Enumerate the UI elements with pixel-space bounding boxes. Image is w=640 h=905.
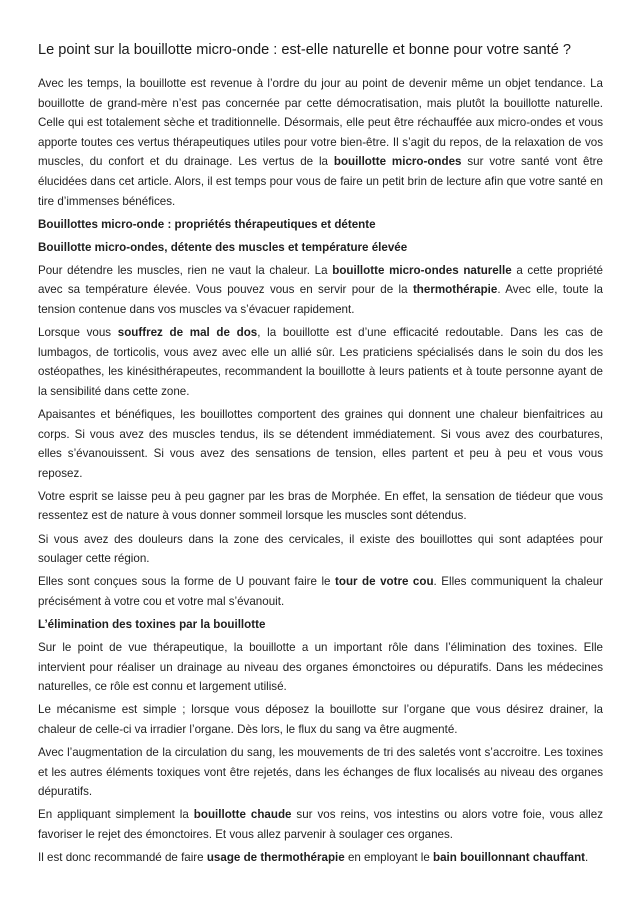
text-run: Elles sont conçues sous la forme de U pouvant faire le bbox=[38, 575, 335, 589]
text-run: a cette propriété avec sa température élevée. Vous pouvez vous en servir pour de la bbox=[38, 263, 604, 297]
bold-text-run: bouillotte micro-ondes naturelle bbox=[332, 263, 512, 277]
text-run: sur votre santé vont être élucidées dans cet article. Alors, il est temps pour vous de faire un petit brin de lecture afin que votre santé en tire d’immenses bénéfices. bbox=[38, 155, 603, 208]
text-run: . Elles communiquent la chaleur précisément à votre cou et votre mal s’évanouit. bbox=[38, 575, 603, 608]
text-run: Votre esprit se laisse peu à peu gagner par les bras de Morphée. En effet, la sensation de tiédeur que vous ressentez est de nature à vous donner sommeil lorsque les muscles sont détendus. bbox=[38, 489, 603, 523]
paragraph bbox=[38, 638, 603, 697]
bold-text-run: Bouillottes micro-onde : propriétés thérapeutiques et détente bbox=[38, 217, 376, 231]
text-run: Avec l’augmentation de la circulation du sang, les mouvements de tri des saletés vont s’accroitre. Les toxines et les autres éléments toxiques vont être rejetés, dans les échanges de flux localisés au niveau des organes dépuratifs. bbox=[38, 746, 603, 799]
bold-text-run: bain bouillonnant chauffant bbox=[433, 850, 586, 864]
bold-text-run: Bouillotte micro-ondes, détente des muscles et température élevée bbox=[38, 240, 408, 254]
text-run: en employant le bbox=[344, 850, 434, 864]
text-run: . Avec elle, toute la tension contenue dans vos muscles va s’évacuer rapidement. bbox=[38, 283, 603, 317]
document-body bbox=[38, 74, 603, 868]
paragraph bbox=[38, 261, 603, 320]
text-run: Lorsque vous bbox=[38, 326, 118, 340]
paragraph bbox=[38, 805, 603, 844]
text-run: En appliquant simplement la bbox=[38, 808, 194, 822]
text-run: Sur le point de vue thérapeutique, la bouillotte a un important rôle dans l’élimination des toxines. Elle intervient pour réaliser un drainage au niveau des organes émonctoires ou dépuratifs. Dans les médecines naturelles, ce rôle est connu et largement utilisé. bbox=[38, 641, 603, 694]
paragraph bbox=[38, 74, 603, 211]
section-heading bbox=[38, 215, 603, 235]
paragraph bbox=[38, 405, 603, 483]
text-run: sur vos reins, vos intestins ou alors votre foie, vous allez favoriser le rejet des émonctoires. Et vous allez parvenir à soulager ces organes. bbox=[38, 808, 603, 841]
paragraph bbox=[38, 487, 603, 526]
text-run: Pour détendre les muscles, rien ne vaut la chaleur. La bbox=[38, 263, 333, 277]
bold-text-run: souffrez de mal de dos bbox=[117, 326, 258, 340]
text-run: . bbox=[585, 850, 589, 864]
text-run: Apaisantes et bénéfiques, les bouillottes comportent des graines qui donnent une chaleur bienfaitrices au corps. Si vous avez des muscles tendus, ils se détendent immédiatement. Si vous avez des courbatures, elles s’évanouissent. Si vous avez des sensations de tension, elles partent et peu à peu et vous vous reposez. bbox=[38, 408, 603, 480]
bold-text-run: thermothérapie bbox=[412, 283, 498, 297]
section-heading bbox=[38, 615, 603, 635]
paragraph bbox=[38, 530, 603, 569]
bold-text-run: bouillotte micro-ondes bbox=[333, 155, 462, 169]
bold-text-run: usage de thermothérapie bbox=[206, 850, 345, 864]
section-heading bbox=[38, 238, 603, 258]
text-run: Il est donc recommandé de faire bbox=[38, 850, 207, 864]
bold-text-run: tour de votre cou bbox=[335, 575, 434, 589]
paragraph bbox=[38, 848, 603, 868]
paragraph bbox=[38, 743, 603, 802]
document-title: Le point sur la bouillotte micro-onde : est-elle naturelle et bonne pour votre santé ? bbox=[38, 42, 571, 58]
bold-text-run: L’élimination des toxines par la bouillotte bbox=[38, 617, 266, 631]
paragraph bbox=[38, 572, 603, 611]
text-run: , la bouillotte est d’une efficacité redoutable. Dans les cas de lumbagos, de torticolis, vous avez avec elle un allié sûr. Les praticiens spécialisés dans le soin du dos les ostéopathes, les kinésithérapeutes, recommandent la bouillotte à leurs patients et à toute personne ayant de la sensibilité dans cette zone. bbox=[38, 326, 604, 398]
text-run: Avec les temps, la bouillotte est revenue à l’ordre du jour au point de devenir même un objet tendance. La bouillotte de grand-mère n’est pas concernée par cette démocratisation, mais plutôt la bouillotte naturelle. Celle qui est totalement sèche et traditionnelle. Désormais, elle peut être réchauffée aux micro-ondes et vous apporte toutes ces vertus thérapeutiques utiles pour votre bien-être. Il s’agit du repos, de la relaxation de vos muscles, du confort et du drainage. Les vertus de la bbox=[38, 77, 603, 169]
text-run: Le mécanisme est simple ; lorsque vous déposez la bouillotte sur l’organe que vous désirez drainer, la chaleur de celle-ci va irradier l’organe. Dès lors, le flux du sang va être augmenté. bbox=[38, 703, 603, 736]
bold-text-run: bouillotte chaude bbox=[193, 808, 292, 822]
paragraph bbox=[38, 700, 603, 739]
text-run: Si vous avez des douleurs dans la zone des cervicales, il existe des bouillottes qui sont adaptées pour soulager cette région. bbox=[38, 532, 603, 566]
paragraph bbox=[38, 323, 603, 401]
